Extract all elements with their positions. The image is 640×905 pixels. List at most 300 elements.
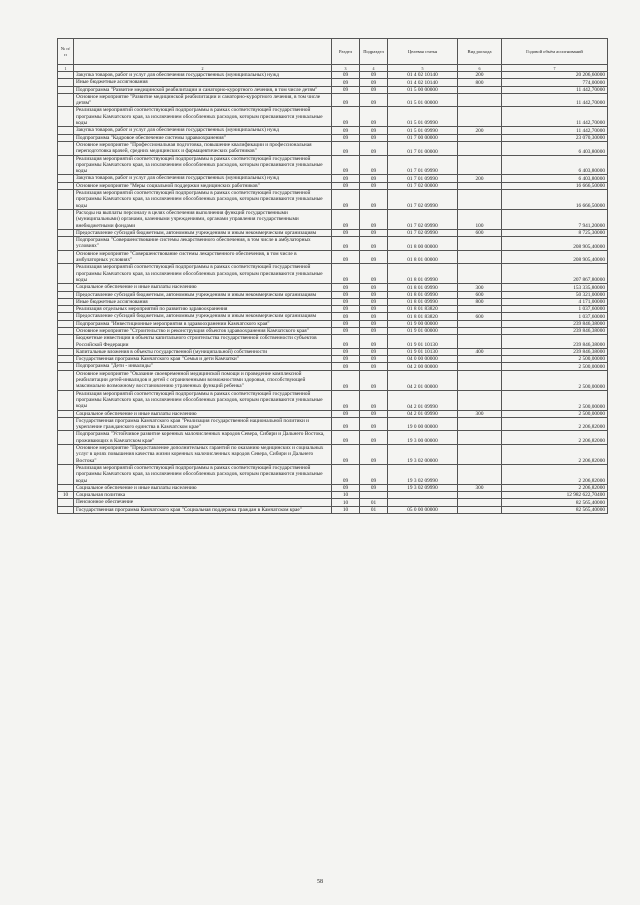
table-row (58, 79, 608, 86)
table-row (58, 291, 608, 298)
table-row (58, 506, 608, 513)
row-sum-cell: 20 206,60000 (502, 72, 608, 79)
table-row (58, 499, 608, 506)
row-podrazdel-cell: 09 (360, 363, 388, 370)
row-number-cell (58, 86, 74, 93)
row-vr-cell (458, 182, 502, 189)
row-vr-cell: 200 (458, 175, 502, 182)
table-row (58, 284, 608, 291)
row-name-cell: Социальное обеспечение и иные выплаты населению (74, 284, 332, 291)
row-sum-cell: 208 905,40000 (502, 237, 608, 251)
table-row (58, 141, 608, 155)
row-vr-cell (458, 445, 502, 465)
header-name (74, 39, 332, 65)
table-row (58, 86, 608, 93)
row-name-cell: Подпрограмма "Инвестиционные мероприятия в здравоохранении Камчатского края" (74, 320, 332, 327)
row-sum-cell: 2 500,00000 (502, 390, 608, 410)
row-podrazdel-cell: 09 (360, 327, 388, 334)
table-row (58, 484, 608, 491)
row-number-cell (58, 484, 74, 491)
row-podrazdel-cell: 01 (360, 506, 388, 513)
row-podrazdel-cell: 09 (360, 335, 388, 349)
row-podrazdel-cell: 09 (360, 155, 388, 175)
row-csr-cell: 01 5 01 09990 (388, 107, 458, 127)
row-name-cell: Иные бюджетные ассигнования (74, 79, 332, 86)
row-razdel-cell: 09 (332, 298, 360, 305)
row-csr-cell: 19 3 02 09990 (388, 484, 458, 491)
row-razdel-cell: 10 (332, 506, 360, 513)
table-row (58, 209, 608, 229)
row-vr-cell (458, 320, 502, 327)
row-csr-cell: 04 2 01 00000 (388, 370, 458, 390)
table-row (58, 348, 608, 355)
row-podrazdel-cell: 09 (360, 134, 388, 141)
row-sum-cell: 2 500,00000 (502, 410, 608, 417)
table-body (58, 72, 608, 514)
row-number-cell (58, 250, 74, 264)
row-sum-cell: 1 037,60000 (502, 306, 608, 313)
row-razdel-cell: 09 (332, 335, 360, 349)
row-razdel-cell: 09 (332, 134, 360, 141)
row-vr-cell: 600 (458, 229, 502, 236)
row-sum-cell: 12 982 622,70400 (502, 492, 608, 499)
row-name-cell: Основное мероприятие "Развитие медицинской реабилитации и санаторно-курортного лечения, в том числе детям" (74, 93, 332, 107)
row-number-cell (58, 370, 74, 390)
header-csr: Целевая статья (388, 39, 458, 65)
row-razdel-cell: 09 (332, 209, 360, 229)
row-vr-cell (458, 237, 502, 251)
row-name-cell: Предоставление субсидий бюджетным, автономным учреждениям и иным некоммерческим организациям (74, 229, 332, 236)
row-csr-cell: 04 2 01 09990 (388, 410, 458, 417)
table-row (58, 492, 608, 499)
row-csr-cell: 19 0 00 00000 (388, 417, 458, 431)
row-number-cell (58, 320, 74, 327)
row-name-cell: Государственная программа Камчатского края "Реализация государственной национальной политики и укрепление гражданского единства в Камчатском крае" (74, 417, 332, 431)
row-razdel-cell: 09 (332, 284, 360, 291)
row-vr-cell: 200 (458, 72, 502, 79)
row-name-cell: Реализация мероприятий соответствующей подпрограммы в рамках соответствующей государственной программы Камчатского края, за исключением обособленных расходов, которым присваиваются уникальные коды (74, 107, 332, 127)
table-row (58, 370, 608, 390)
row-number-cell (58, 356, 74, 363)
row-razdel-cell: 09 (332, 306, 360, 313)
table-row (58, 72, 608, 79)
row-csr-cell: 01 5 01 00000 (388, 93, 458, 107)
row-sum-cell: 7 941,20000 (502, 209, 608, 229)
header-podrazdel: Подраздел (360, 39, 388, 65)
row-name-cell: Подпрограмма "Развитие медицинской реабилитации и санаторно-курортного лечения, в том числе детям" (74, 86, 332, 93)
row-name-cell: Социальное обеспечение и иные выплаты населению (74, 410, 332, 417)
row-vr-cell (458, 107, 502, 127)
row-sum-cell: 6 403,80000 (502, 141, 608, 155)
table-row (58, 431, 608, 445)
row-vr-cell: 300 (458, 284, 502, 291)
table-row (58, 327, 608, 334)
table-row (58, 175, 608, 182)
row-number-cell (58, 306, 74, 313)
row-number-cell (58, 464, 74, 484)
row-number-cell (58, 175, 74, 182)
table-row (58, 417, 608, 431)
row-number-cell (58, 229, 74, 236)
row-name-cell: Реализация мероприятий соответствующей подпрограммы в рамках соответствующей государственной программы Камчатского края, за исключением обособленных расходов, которым присваиваются уникальные коды (74, 264, 332, 284)
row-name-cell: Социальное обеспечение и иные выплаты населению (74, 484, 332, 491)
row-number-cell (58, 107, 74, 127)
row-razdel-cell: 09 (332, 72, 360, 79)
row-razdel-cell: 09 (332, 445, 360, 465)
row-sum-cell: 2 206,82000 (502, 417, 608, 431)
row-number-cell (58, 313, 74, 320)
row-vr-cell: 600 (458, 313, 502, 320)
row-vr-cell (458, 356, 502, 363)
row-sum-cell: 2 206,82000 (502, 445, 608, 465)
row-razdel-cell: 09 (332, 370, 360, 390)
row-razdel-cell: 09 (332, 327, 360, 334)
row-name-cell: Иные бюджетные ассигнования (74, 298, 332, 305)
row-podrazdel-cell: 09 (360, 313, 388, 320)
row-number-cell (58, 410, 74, 417)
row-razdel-cell: 09 (332, 79, 360, 86)
row-podrazdel-cell: 09 (360, 190, 388, 210)
table-header-row (58, 39, 608, 65)
table-row (58, 445, 608, 465)
row-razdel-cell: 09 (332, 484, 360, 491)
row-csr-cell: 04 2 01 09990 (388, 390, 458, 410)
row-vr-cell (458, 190, 502, 210)
row-vr-cell: 800 (458, 298, 502, 305)
row-csr-cell: 01 8 00 00000 (388, 237, 458, 251)
row-name-cell: Основное мероприятие "Предоставление дополнительных гарантий по оказанию медицинских и социальных услуг в целях повышения качества жизни коренных малочисленных народов Севера, Сибири и Дальнего Востока" (74, 445, 332, 465)
row-number-cell (58, 348, 74, 355)
row-vr-cell: 400 (458, 348, 502, 355)
row-csr-cell: 04 0 00 00000 (388, 356, 458, 363)
row-name-cell: Подпрограмма "Устойчивое развитие коренных малочисленных народов Севера, Сибири и Дальнего Востока, проживающих в Камчатском крае" (74, 431, 332, 445)
row-sum-cell: 239 846,38000 (502, 335, 608, 349)
row-number-cell (58, 190, 74, 210)
table-row (58, 464, 608, 484)
row-podrazdel-cell: 09 (360, 464, 388, 484)
row-sum-cell: 207 867,80000 (502, 264, 608, 284)
row-razdel-cell: 09 (332, 107, 360, 127)
index-cell: 5 (388, 65, 458, 72)
row-sum-cell: 239 846,38000 (502, 320, 608, 327)
row-csr-cell: 04 2 00 00000 (388, 363, 458, 370)
row-csr-cell: 01 8 01 83820 (388, 313, 458, 320)
row-csr-cell: 01 7 00 00000 (388, 134, 458, 141)
row-sum-cell: 239 846,38000 (502, 327, 608, 334)
row-vr-cell (458, 370, 502, 390)
row-razdel-cell: 09 (332, 175, 360, 182)
row-vr-cell: 100 (458, 209, 502, 229)
row-name-cell: Основное мероприятие "Меры социальной поддержки медицинских работников" (74, 182, 332, 189)
row-sum-cell: 774,00000 (502, 79, 608, 86)
table-row (58, 313, 608, 320)
row-sum-cell: 6 403,80000 (502, 155, 608, 175)
row-sum-cell: 2 206,82000 (502, 484, 608, 491)
row-podrazdel-cell: 09 (360, 356, 388, 363)
table-row (58, 182, 608, 189)
row-name-cell: Подпрограмма "Кадровое обеспечение системы здравоохранения" (74, 134, 332, 141)
row-podrazdel-cell: 09 (360, 182, 388, 189)
row-podrazdel-cell (360, 492, 388, 499)
row-sum-cell: 23 070,30000 (502, 134, 608, 141)
row-sum-cell: 2 500,00000 (502, 370, 608, 390)
table-row (58, 190, 608, 210)
row-number-cell (58, 134, 74, 141)
row-vr-cell (458, 506, 502, 513)
row-sum-cell: 2 500,00000 (502, 356, 608, 363)
row-razdel-cell: 10 (332, 499, 360, 506)
row-sum-cell: 2 500,00000 (502, 363, 608, 370)
row-vr-cell (458, 93, 502, 107)
row-csr-cell: 01 4 02 10140 (388, 79, 458, 86)
row-sum-cell: 82 565,40000 (502, 506, 608, 513)
row-razdel-cell: 09 (332, 320, 360, 327)
row-razdel-cell: 09 (332, 182, 360, 189)
row-name-cell: Закупка товаров, работ и услуг для обеспечения государственных (муниципальных) нужд (74, 72, 332, 79)
row-number-cell (58, 335, 74, 349)
row-name-cell: Закупка товаров, работ и услуг для обеспечения государственных (муниципальных) нужд (74, 127, 332, 134)
row-vr-cell: 600 (458, 291, 502, 298)
row-number-cell (58, 291, 74, 298)
row-sum-cell: 11 442,70000 (502, 107, 608, 127)
row-name-cell: Подпрограмма "Совершенствование системы лекарственного обеспечения, в том числе в амбулаторных условиях" (74, 237, 332, 251)
row-sum-cell: 50 321,00000 (502, 291, 608, 298)
row-razdel-cell: 10 (332, 492, 360, 499)
row-csr-cell: 01 8 01 00000 (388, 250, 458, 264)
row-razdel-cell: 09 (332, 464, 360, 484)
row-csr-cell: 01 5 01 09990 (388, 127, 458, 134)
row-number-cell (58, 93, 74, 107)
row-vr-cell (458, 306, 502, 313)
table-row (58, 335, 608, 349)
row-csr-cell: 01 9 01 10130 (388, 335, 458, 349)
row-csr-cell: 01 9 00 00000 (388, 320, 458, 327)
row-csr-cell: 01 9 01 00000 (388, 327, 458, 334)
row-podrazdel-cell: 09 (360, 250, 388, 264)
table-row (58, 107, 608, 127)
table-row (58, 320, 608, 327)
row-podrazdel-cell: 01 (360, 499, 388, 506)
row-vr-cell: 300 (458, 484, 502, 491)
row-vr-cell (458, 335, 502, 349)
index-cell: 2 (74, 65, 332, 72)
table-row (58, 363, 608, 370)
row-number-cell: 10 (58, 492, 74, 499)
row-number-cell (58, 72, 74, 79)
table-row (58, 93, 608, 107)
row-csr-cell: 01 8 01 09990 (388, 298, 458, 305)
row-podrazdel-cell: 09 (360, 107, 388, 127)
table-row (58, 390, 608, 410)
row-razdel-cell: 09 (332, 356, 360, 363)
row-podrazdel-cell: 09 (360, 79, 388, 86)
row-razdel-cell: 09 (332, 390, 360, 410)
row-razdel-cell: 09 (332, 264, 360, 284)
row-number-cell (58, 363, 74, 370)
index-cell: 7 (502, 65, 608, 72)
row-name-cell: Реализация мероприятий соответствующей подпрограммы в рамках соответствующей государственной программы Камчатского края, за исключением обособленных расходов, которым присваиваются уникальные коды (74, 390, 332, 410)
row-podrazdel-cell: 09 (360, 284, 388, 291)
row-name-cell: Государственная программа Камчатского края "Социальная поддержка граждан в Камчатском крае" (74, 506, 332, 513)
row-razdel-cell: 09 (332, 155, 360, 175)
row-csr-cell: 01 8 01 09990 (388, 291, 458, 298)
row-name-cell: Пенсионное обеспечение (74, 499, 332, 506)
row-vr-cell (458, 390, 502, 410)
row-razdel-cell: 09 (332, 86, 360, 93)
row-number-cell (58, 127, 74, 134)
table-row (58, 127, 608, 134)
row-vr-cell (458, 134, 502, 141)
row-name-cell: Закупка товаров, работ и услуг для обеспечения государственных (муниципальных) нужд (74, 175, 332, 182)
table-row (58, 229, 608, 236)
row-name-cell: Государственная программа Камчатского края "Семья и дети Камчатки" (74, 356, 332, 363)
page-number: 58 (317, 879, 323, 885)
row-razdel-cell: 09 (332, 431, 360, 445)
row-number-cell (58, 182, 74, 189)
row-podrazdel-cell: 09 (360, 237, 388, 251)
row-vr-cell (458, 417, 502, 431)
row-name-cell: Основное мероприятие "Совершенствование системы лекарственного обеспечения, в том числе в амбулаторных условиях" (74, 250, 332, 264)
row-sum-cell: 16 666,50000 (502, 190, 608, 210)
row-razdel-cell: 09 (332, 417, 360, 431)
row-razdel-cell: 09 (332, 363, 360, 370)
row-number-cell (58, 417, 74, 431)
row-csr-cell: 01 8 01 83820 (388, 306, 458, 313)
row-podrazdel-cell: 09 (360, 306, 388, 313)
row-name-cell: Предоставление субсидий бюджетным, автономным учреждениям и иным некоммерческим организациям (74, 291, 332, 298)
row-name-cell: Капитальные вложения в объекты государственной (муниципальной) собственности (74, 348, 332, 355)
row-csr-cell: 01 4 02 10140 (388, 72, 458, 79)
header-sum: Годовой объём ассигнований (502, 39, 608, 65)
row-vr-cell (458, 363, 502, 370)
row-csr-cell: 19 3 02 09990 (388, 464, 458, 484)
row-vr-cell (458, 250, 502, 264)
row-name-cell: Бюджетные инвестиции в объекты капитального строительства государственной собственности субъектов Российской Федерации (74, 335, 332, 349)
row-podrazdel-cell: 09 (360, 298, 388, 305)
row-name-cell: Реализация отдельных мероприятий по развитию здравоохранения (74, 306, 332, 313)
row-number-cell (58, 155, 74, 175)
row-razdel-cell: 09 (332, 291, 360, 298)
row-number-cell (58, 209, 74, 229)
row-csr-cell: 01 7 02 09990 (388, 229, 458, 236)
row-csr-cell (388, 499, 458, 506)
row-sum-cell: 4 171,00000 (502, 298, 608, 305)
table-row (58, 237, 608, 251)
row-csr-cell: 01 7 01 09990 (388, 175, 458, 182)
row-razdel-cell: 09 (332, 348, 360, 355)
row-number-cell (58, 141, 74, 155)
row-number-cell (58, 327, 74, 334)
table-row (58, 410, 608, 417)
row-podrazdel-cell: 09 (360, 72, 388, 79)
row-razdel-cell: 09 (332, 190, 360, 210)
row-name-cell: Основное мероприятие "Оказание своевременной медицинской помощи и проведение комплексной реабилитации детей-инвалидов и детей с ограниченными возможностями здоровья, способствующей максимально возможному восстановлению утраченных функций ребенка" (74, 370, 332, 390)
row-number-cell (58, 284, 74, 291)
table-row (58, 306, 608, 313)
row-vr-cell (458, 86, 502, 93)
row-number-cell (58, 264, 74, 284)
row-sum-cell: 2 206,82000 (502, 464, 608, 484)
header-vr: Вид расхода (458, 39, 502, 65)
row-csr-cell: 19 3 00 00000 (388, 431, 458, 445)
row-csr-cell: 01 7 02 00000 (388, 182, 458, 189)
row-csr-cell: 01 7 01 00000 (388, 141, 458, 155)
row-podrazdel-cell: 09 (360, 175, 388, 182)
row-podrazdel-cell: 09 (360, 417, 388, 431)
row-sum-cell: 8 725,30000 (502, 229, 608, 236)
row-number-cell (58, 298, 74, 305)
header-num: № п/п (58, 39, 74, 65)
row-vr-cell: 800 (458, 79, 502, 86)
row-name-cell: Реализация мероприятий соответствующей подпрограммы в рамках соответствующей государственной программы Камчатского края, за исключением обособленных расходов, которым присваиваются уникальные коды (74, 464, 332, 484)
row-podrazdel-cell: 09 (360, 320, 388, 327)
index-cell: 1 (58, 65, 74, 72)
row-sum-cell: 153 335,80000 (502, 284, 608, 291)
row-vr-cell (458, 264, 502, 284)
row-number-cell (58, 79, 74, 86)
row-razdel-cell: 09 (332, 229, 360, 236)
row-csr-cell: 01 7 02 09990 (388, 190, 458, 210)
row-sum-cell: 11 442,70000 (502, 93, 608, 107)
row-csr-cell: 01 7 02 09990 (388, 209, 458, 229)
row-podrazdel-cell: 09 (360, 370, 388, 390)
row-csr-cell: 05 0 00 00000 (388, 506, 458, 513)
row-vr-cell (458, 431, 502, 445)
row-podrazdel-cell: 09 (360, 484, 388, 491)
row-sum-cell: 6 403,80000 (502, 175, 608, 182)
row-name-cell: Реализация мероприятий соответствующей подпрограммы в рамках соответствующей государственной программы Камчатского края, за исключением обособленных расходов, которым присваиваются уникальные коды (74, 190, 332, 210)
row-vr-cell (458, 155, 502, 175)
row-podrazdel-cell: 09 (360, 431, 388, 445)
row-podrazdel-cell: 09 (360, 141, 388, 155)
row-csr-cell: 01 8 01 09990 (388, 284, 458, 291)
row-number-cell (58, 390, 74, 410)
table-index-row (58, 65, 608, 72)
row-podrazdel-cell: 09 (360, 445, 388, 465)
row-name-cell: Основное мероприятие "Строительство и реконструкция объектов здравоохранения Камчатского края" (74, 327, 332, 334)
row-number-cell (58, 237, 74, 251)
row-csr-cell: 01 9 01 10130 (388, 348, 458, 355)
row-sum-cell: 11 442,70000 (502, 127, 608, 134)
header-razdel: Раздел (332, 39, 360, 65)
index-cell: 4 (360, 65, 388, 72)
budget-table (57, 38, 608, 514)
row-number-cell (58, 499, 74, 506)
row-name-cell: Основное мероприятие "Профессиональная подготовка, повышение квалификации и профессиональная переподготовка врачей, средних медицинских и фармацевтических работников" (74, 141, 332, 155)
row-vr-cell (458, 141, 502, 155)
row-podrazdel-cell: 09 (360, 390, 388, 410)
row-vr-cell: 300 (458, 410, 502, 417)
row-csr-cell: 19 3 02 00000 (388, 445, 458, 465)
table-row (58, 155, 608, 175)
row-sum-cell: 239 846,38000 (502, 348, 608, 355)
index-cell: 6 (458, 65, 502, 72)
row-sum-cell: 1 037,60000 (502, 313, 608, 320)
row-podrazdel-cell: 09 (360, 264, 388, 284)
row-razdel-cell: 09 (332, 127, 360, 134)
row-name-cell: Расходы на выплаты персоналу в целях обеспечения выполнения функций государственными (муниципальными) органами, казенными учреждениями, органами управления государственными внебюджетными фондами (74, 209, 332, 229)
row-podrazdel-cell: 09 (360, 291, 388, 298)
table-row (58, 298, 608, 305)
row-name-cell: Социальная политика (74, 492, 332, 499)
row-sum-cell: 11 442,70000 (502, 86, 608, 93)
index-cell: 3 (332, 65, 360, 72)
row-podrazdel-cell: 09 (360, 229, 388, 236)
row-razdel-cell: 09 (332, 93, 360, 107)
row-podrazdel-cell: 09 (360, 348, 388, 355)
row-razdel-cell: 09 (332, 313, 360, 320)
row-name-cell: Подпрограмма "Дети - инвалиды" (74, 363, 332, 370)
